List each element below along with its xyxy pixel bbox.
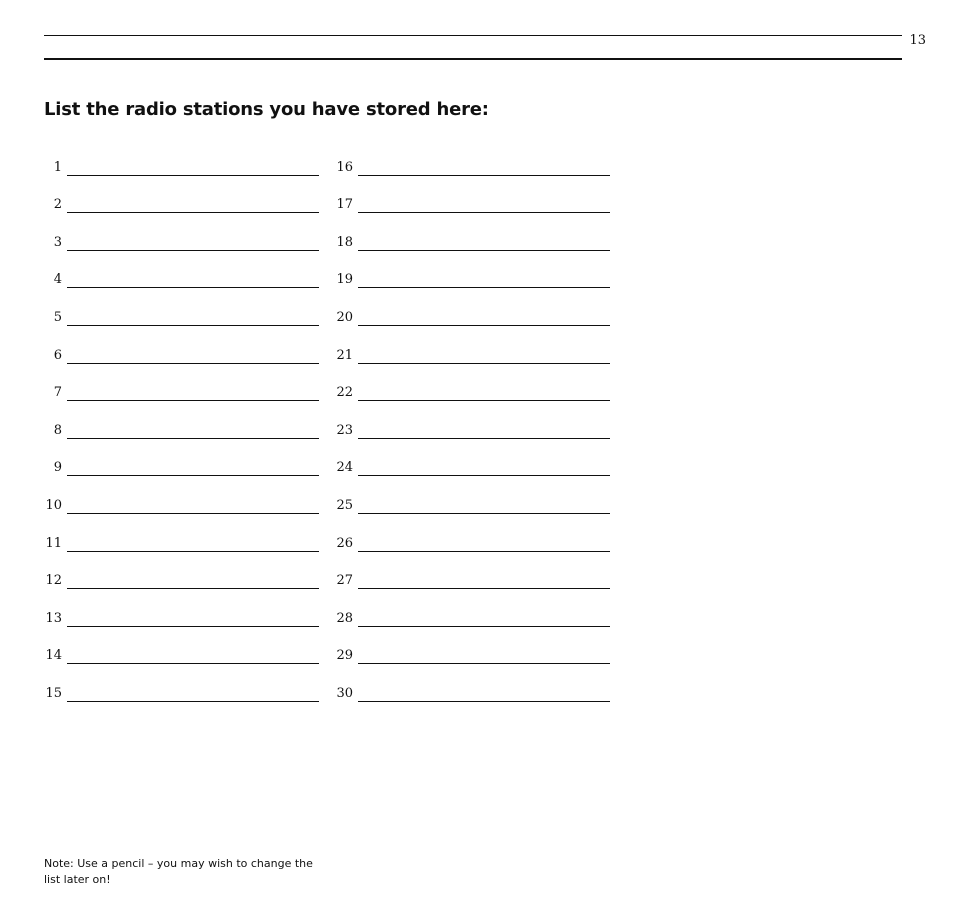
station-number: 6: [53, 347, 62, 363]
station-write-line: [358, 175, 610, 176]
station-number: 16: [336, 159, 353, 175]
station-write-line: [67, 212, 319, 213]
station-entry: [335, 516, 610, 554]
station-write-line: [67, 287, 319, 288]
station-number: 23: [336, 422, 353, 438]
station-entry: [335, 666, 610, 704]
station-number: 4: [53, 272, 62, 288]
station-number: 28: [336, 610, 353, 626]
station-write-line: [67, 513, 319, 514]
station-write-line: [358, 325, 610, 326]
station-entry: [335, 253, 610, 291]
station-write-line: [67, 663, 319, 664]
station-write-line: [67, 588, 319, 589]
station-number: 12: [45, 573, 62, 589]
header-rule-thick: [44, 58, 902, 60]
station-number: 14: [45, 648, 62, 664]
station-number: 13: [45, 610, 62, 626]
station-number: 7: [53, 385, 62, 401]
station-entry: [44, 554, 319, 592]
page-heading: List the radio stations you have stored here:: [44, 99, 489, 120]
station-number: 11: [45, 535, 62, 551]
station-number: 27: [336, 573, 353, 589]
station-entry: [44, 366, 319, 404]
station-write-line: [67, 551, 319, 552]
station-entry: [335, 591, 610, 629]
station-write-line: [358, 287, 610, 288]
station-write-line: [358, 438, 610, 439]
station-number: 8: [53, 422, 62, 438]
station-write-line: [67, 400, 319, 401]
page-number: 13: [909, 33, 926, 48]
station-entry: [335, 366, 610, 404]
station-number: 15: [45, 685, 62, 701]
station-entry: [335, 478, 610, 516]
station-number: 3: [53, 234, 62, 250]
station-write-line: [358, 551, 610, 552]
station-write-line: [67, 250, 319, 251]
station-write-line: [358, 701, 610, 702]
station-entry: [44, 290, 319, 328]
station-entry: [44, 178, 319, 216]
station-entry: [335, 290, 610, 328]
header-rule-thin: [44, 35, 902, 36]
station-number: 26: [336, 535, 353, 551]
station-write-line: [358, 363, 610, 364]
station-list-left: [44, 140, 319, 704]
station-number: 1: [53, 159, 62, 175]
station-entry: [335, 140, 610, 178]
station-number: 18: [336, 234, 353, 250]
station-number: 9: [53, 460, 62, 476]
station-entry: [44, 666, 319, 704]
station-entry: [44, 516, 319, 554]
station-number: 10: [45, 497, 62, 513]
station-entry: [44, 591, 319, 629]
station-number: 19: [336, 272, 353, 288]
station-number: 30: [336, 685, 353, 701]
station-write-line: [67, 325, 319, 326]
station-entry: [44, 140, 319, 178]
station-entry: [335, 215, 610, 253]
station-write-line: [358, 626, 610, 627]
station-number: 29: [336, 648, 353, 664]
station-write-line: [67, 475, 319, 476]
station-entry: [44, 403, 319, 441]
station-entry: [44, 253, 319, 291]
station-entry: [335, 629, 610, 667]
station-number: 25: [336, 497, 353, 513]
station-number: 22: [336, 385, 353, 401]
station-entry: [335, 554, 610, 592]
station-entry: [44, 478, 319, 516]
station-write-line: [358, 475, 610, 476]
station-entry: [335, 403, 610, 441]
station-entry: [44, 328, 319, 366]
station-number: 2: [53, 197, 62, 213]
station-entry: [44, 215, 319, 253]
station-write-line: [358, 250, 610, 251]
station-number: 20: [336, 309, 353, 325]
station-number: 17: [336, 197, 353, 213]
station-write-line: [358, 400, 610, 401]
station-write-line: [67, 363, 319, 364]
station-write-line: [67, 175, 319, 176]
station-number: 21: [336, 347, 353, 363]
station-entry: [335, 178, 610, 216]
station-write-line: [358, 588, 610, 589]
station-write-line: [67, 701, 319, 702]
station-entry: [44, 629, 319, 667]
station-write-line: [358, 212, 610, 213]
station-write-line: [67, 626, 319, 627]
station-write-line: [358, 663, 610, 664]
station-entry: [335, 441, 610, 479]
pencil-note: Note: Use a pencil – you may wish to change the list later on!: [44, 857, 313, 886]
station-number: 5: [53, 309, 62, 325]
station-write-line: [67, 438, 319, 439]
station-entry: [44, 441, 319, 479]
station-list-right: [335, 140, 610, 704]
station-number: 24: [336, 460, 353, 476]
station-entry: [335, 328, 610, 366]
station-write-line: [358, 513, 610, 514]
